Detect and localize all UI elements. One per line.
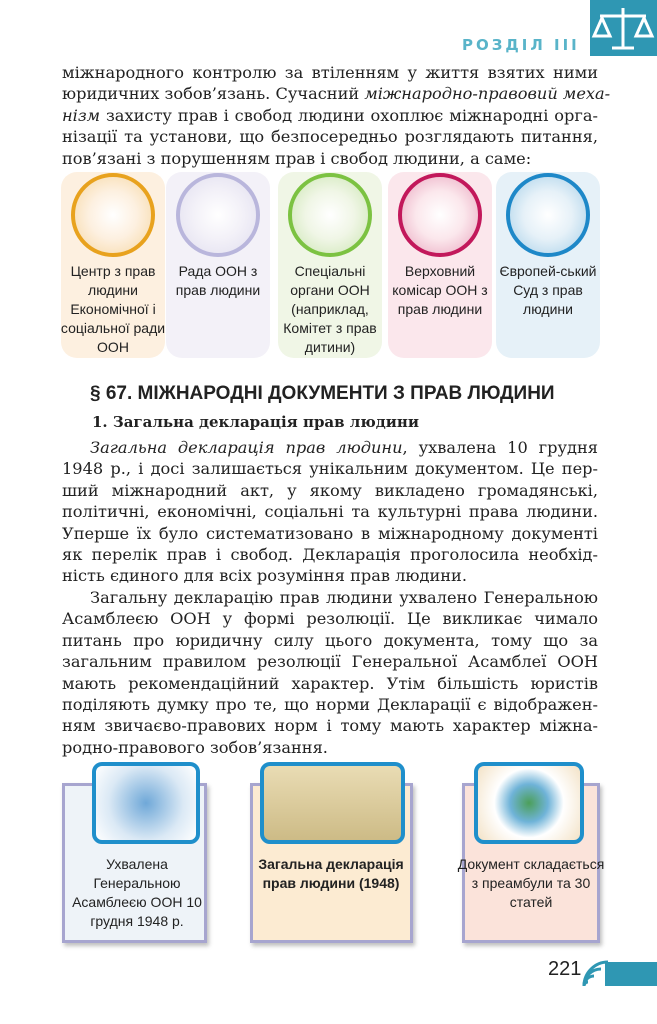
page-number: 221: [548, 958, 582, 980]
text-line: [62, 523, 598, 544]
paragraph-2: [62, 587, 598, 758]
institution-image: [398, 173, 482, 257]
subsection-title: 1. Загальна декларація прав людини: [92, 413, 419, 431]
text-run: Асамблеєю ООН у формі резолюції. Це викликає чимало: [62, 609, 598, 629]
text-run: юридичних зобов’язань. Сучасний: [62, 84, 365, 104]
text-line: [62, 651, 598, 672]
info-card-text: Документ складається з преамбули та 30 статей: [457, 856, 605, 910]
institution-label: Європей-ський Суд з прав людини: [499, 263, 597, 317]
text-run: як перелік прав і свобод. Декларація проголосила необхід-: [62, 544, 598, 564]
institution-label: Верховний комісар ООН з прав людини: [392, 263, 488, 317]
chapter-badge: [590, 0, 657, 56]
institution-image: [176, 173, 260, 257]
text-run: родно-правового зобов’язання.: [62, 737, 328, 757]
text-run: ший міжнародний акт, у якому викладено громадянські,: [62, 480, 598, 500]
text-line: [62, 480, 598, 501]
intro-paragraph: [62, 62, 611, 169]
text-line: [62, 105, 598, 126]
text-run: поділяють думку про те, що норми Декларації є відображен-: [62, 694, 598, 714]
text-line: [62, 83, 611, 104]
text-line: [62, 126, 598, 147]
text-line: [62, 501, 598, 522]
page-bar: [605, 962, 657, 986]
institution-label: Спеціальні органи ООН (наприклад, Комітет з прав дитини): [283, 263, 377, 355]
text-line: [62, 673, 598, 694]
text-run: політичні, економічні, соціальні та культурні права людини.: [62, 502, 598, 522]
text-line: [62, 715, 598, 736]
section-title: § 67. МІЖНАРОДНІ ДОКУМЕНТИ З ПРАВ ЛЮДИНИ: [90, 383, 555, 404]
text-run: нізації та установи, що безпосередньо розглядають питання,: [62, 127, 598, 147]
text-run: пов’язані з порушенням прав і свобод людини, а саме:: [62, 148, 532, 168]
text-run: захисту прав і свобод людини охоплює міжнародні орга-: [100, 105, 598, 125]
institution-label: Рада ООН з прав людини: [175, 263, 261, 298]
text-line: [62, 458, 598, 479]
info-card-text: Ухвалена Генеральною Асамблеєю ООН 10 грудня 1948 р.: [72, 856, 202, 929]
text-run: загальним правилом резолюції Генеральної Асамблеї ООН: [62, 652, 598, 672]
text-run: Уперше їх було систематизовано в міжнародному документі: [62, 523, 598, 543]
text-run: ням звичаєво-правових норм і тому мають характер міжна-: [62, 716, 598, 736]
text-line: [62, 694, 598, 715]
italic-term: Загальна декларація прав людини: [90, 438, 403, 457]
info-card-text: Загальна декларація прав людини (1948): [258, 856, 404, 891]
institution-image: [288, 173, 372, 257]
text-line: [62, 737, 598, 758]
globe-people-icon: [474, 762, 584, 844]
text-line: [62, 565, 598, 586]
text-run: міжнародного контролю за втіленням у життя взятих ними: [62, 63, 598, 82]
text-run: мають рекомендаційний характер. Утім більшість юристів: [62, 673, 598, 693]
text-line: [62, 587, 598, 608]
institution-image: [506, 173, 590, 257]
chapter-label: РОЗДІЛ III: [462, 36, 580, 54]
text-line: [62, 62, 598, 83]
un-emblem-icon: [92, 762, 200, 844]
text-line: [62, 544, 598, 565]
text-run: питань про юридичну силу цього документа, тому що за: [62, 630, 598, 650]
text-run: , ухвалена 10 грудня: [402, 438, 598, 457]
text-line: [62, 148, 598, 169]
text-run: Загальну декларацію прав людини ухвалено Генеральною: [90, 588, 598, 607]
institution-image: [71, 173, 155, 257]
text-run: ність єдиного для всіх розуміння прав людини.: [62, 566, 467, 586]
declaration-document-icon: [260, 762, 405, 844]
scales-icon: [590, 0, 657, 56]
italic-term: міжнародно-правовий меха-: [364, 84, 611, 104]
italic-term: нізм: [62, 105, 101, 125]
text-run: 1948 р., і досі залишається унікальним документом. Це пер-: [62, 459, 598, 479]
paragraph-1: [62, 437, 598, 587]
text-line: [62, 630, 598, 651]
text-line: [62, 608, 598, 629]
institution-label: Центр з прав людини Економічної і соціальної ради ООН: [60, 263, 166, 355]
text-line: [62, 437, 598, 458]
